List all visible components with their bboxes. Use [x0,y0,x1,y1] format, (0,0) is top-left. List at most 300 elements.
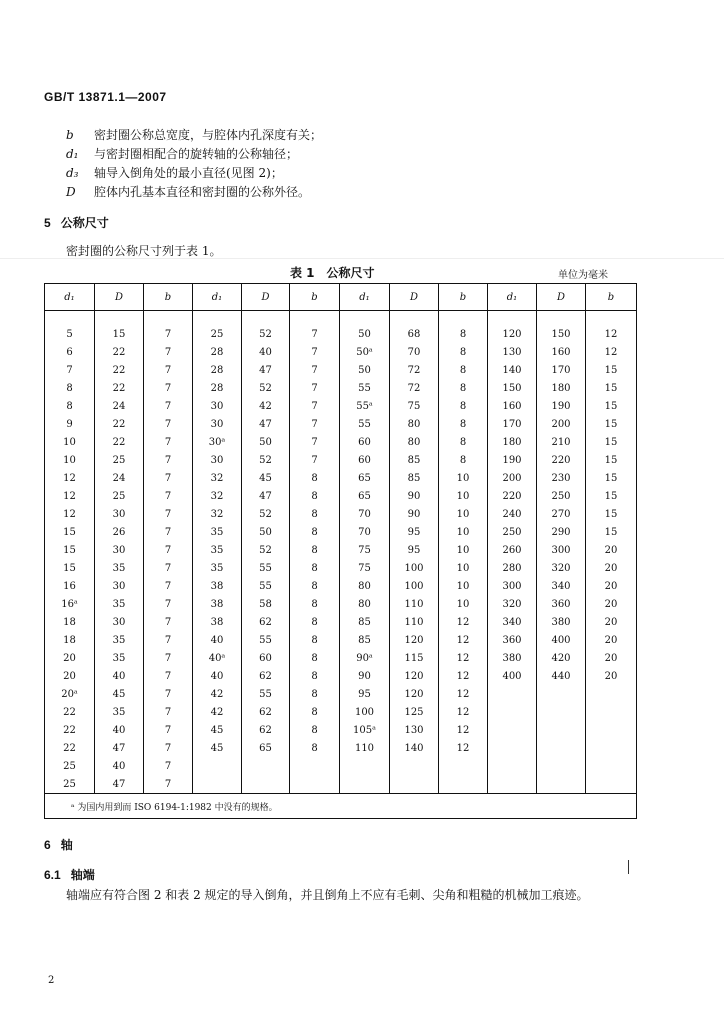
table-cell: 30 [95,541,144,559]
table-cell: 8 [45,397,95,415]
table-cell: 10 [439,577,488,595]
table-cell: 18 [45,631,95,649]
table-cell: 7 [144,415,193,433]
table-cell: 110 [390,613,439,631]
table-cell: 7 [144,631,193,649]
table-cell: 220 [488,487,537,505]
table-cell: 8 [439,311,488,344]
table-cell: 8 [290,541,340,559]
table-cell: 12 [439,703,488,721]
table-cell: 7 [144,667,193,685]
table-cell: 15 [604,418,618,430]
table-cell: 100 [390,577,439,595]
table-cell: 8 [290,505,340,523]
table-cell [488,721,537,739]
table-cell [439,775,488,794]
table-cell: 7 [144,595,193,613]
table-cell: 35 [95,631,144,649]
table-cell: 85 [390,469,439,487]
table-cell: 8 [290,667,340,685]
table-cell [193,757,242,775]
table-cell [586,685,637,703]
table-cell: 290 [537,523,586,541]
table-cell: 62 [242,613,290,631]
table-cell: 320 [537,559,586,577]
table-cell [537,739,586,757]
table-cell: 130 [390,721,439,739]
table-cell: 230 [537,469,586,487]
table-cell: 50ᵃ [340,343,390,361]
section-5-text: 密封圈的公称尺寸列于表 1。 [66,244,222,258]
table-cell: 25 [45,757,95,775]
table-cell: 8 [290,577,340,595]
table-cell: 40 [95,667,144,685]
table-cell [586,721,637,739]
table-cell: 7 [144,487,193,505]
table-cell: 8 [45,379,95,397]
table-cell: 65 [340,487,390,505]
table-cell: 20 [604,544,618,556]
section-number: 6.1 [44,868,61,882]
table-cell: 70 [340,505,390,523]
table-cell: 12 [604,328,618,340]
table-row [45,721,637,739]
table-cell: 8 [290,559,340,577]
symbol-desc: 轴导入倒角处的最小直径(见图 2)； [94,166,283,180]
table-cell: 10 [439,505,488,523]
column-header: b [586,284,637,311]
table-row [45,685,637,703]
table-cell: 7 [144,703,193,721]
table-cell [586,775,637,794]
table-cell: 45 [95,685,144,703]
table-cell: 32 [193,469,242,487]
table-cell: 55 [242,559,290,577]
table-cell: 22 [45,703,95,721]
table-cell: 10 [439,559,488,577]
table-cell: 7 [144,775,193,794]
table-cell: 300 [537,541,586,559]
table-cell: 8 [290,595,340,613]
table-cell: 240 [488,505,537,523]
table-cell: 10 [45,451,95,469]
table-cell: 120 [390,667,439,685]
table-cell: 32 [193,505,242,523]
table-cell [488,703,537,721]
table-cell: 35 [95,703,144,721]
table-cell: 35 [193,523,242,541]
table-cell: 70 [340,523,390,541]
symbol-key: d₃ [66,166,79,180]
table-cell: 280 [488,559,537,577]
table-cell: 50 [242,523,290,541]
column-header: b [439,284,488,311]
table-cell: 260 [488,541,537,559]
table-cell: 7 [290,433,340,451]
table-cell: 20 [45,667,95,685]
table-cell [340,775,390,794]
table-cell: 140 [390,739,439,757]
table-cell [390,757,439,775]
table-cell: 10 [439,595,488,613]
table-cell [488,685,537,703]
table-cell [193,775,242,794]
table-cell: 7 [144,559,193,577]
table-cell: 7 [144,311,193,344]
table-cell: 120 [390,631,439,649]
table-cell: 8 [290,523,340,541]
table-cell: 340 [488,613,537,631]
table-cell: 22 [95,415,144,433]
table-cell: 20 [604,634,618,646]
table-cell: 7 [290,311,340,344]
table-cell: 24 [95,469,144,487]
table-row [45,361,637,379]
table-cell: 360 [488,631,537,649]
table-cell: 15 [45,541,95,559]
table-cell: 52 [242,311,290,344]
table-cell: 45 [242,469,290,487]
table-cell: 47 [95,775,144,794]
table-cell: 12 [45,469,95,487]
table-cell: 42 [193,685,242,703]
table-cell: 5 [45,311,95,344]
table-cell: 72 [390,379,439,397]
table-cell: 15 [604,382,618,394]
table-cell: 70 [390,343,439,361]
symbol-def-d1 [66,145,298,162]
table-cell [488,739,537,757]
table-cell: 55ᵃ [340,397,390,415]
table-cell: 50 [242,433,290,451]
table-cell: 45 [193,721,242,739]
table-row [45,577,637,595]
table-cell: 12 [604,346,618,358]
symbol-desc: 腔体内孔基本直径和密封圈的公称外径。 [94,185,311,199]
table-cell: 7 [144,343,193,361]
table-cell: 15 [604,454,618,466]
table-cell: 35 [95,649,144,667]
table-cell: 270 [537,505,586,523]
table-cell: 40 [95,757,144,775]
table-row [45,541,637,559]
table-cell: 18 [45,613,95,631]
column-header: D [390,284,439,311]
table-cell: 90 [390,505,439,523]
table-cell [586,739,637,757]
table-cell: 15 [604,490,618,502]
section-5-heading [44,214,109,231]
section-title: 公称尺寸 [60,216,109,230]
table-cell: 380 [488,649,537,667]
table-cell: 80 [390,415,439,433]
table-cell: 65 [242,739,290,757]
table-cell: 12 [439,631,488,649]
table-cell: 160 [537,343,586,361]
table-cell: 38 [193,577,242,595]
table-cell: 10 [45,433,95,451]
scan-line [0,258,724,259]
table-cell: 68 [390,311,439,344]
table-cell: 30 [95,505,144,523]
table-cell: 8 [290,739,340,757]
table-cell: 340 [537,577,586,595]
table-cell: 50 [340,311,390,344]
table-cell: 160 [488,397,537,415]
table-row [45,397,637,415]
table-cell: 58 [242,595,290,613]
table-cell: 20 [604,598,618,610]
table-cell: 52 [242,505,290,523]
table-caption: 表 1 公称尺寸 [290,266,375,280]
table-cell: 26 [95,523,144,541]
table-cell: 47 [95,739,144,757]
table-cell: 7 [144,397,193,415]
table-cell [290,775,340,794]
section-number: 6 [44,838,51,852]
table-row [45,667,637,685]
table-cell: 47 [242,487,290,505]
table-cell: 20 [604,670,618,682]
table-cell: 190 [537,397,586,415]
table-row [45,649,637,667]
table-cell: 8 [439,379,488,397]
table-row [45,469,637,487]
table-cell: 12 [45,487,95,505]
table-cell: 15 [604,472,618,484]
table-cell [537,721,586,739]
table-cell: 220 [537,451,586,469]
table-cell: 8 [439,397,488,415]
table-cell: 22 [45,721,95,739]
table-cell: 7 [144,361,193,379]
table-cell: 40ᵃ [193,649,242,667]
table-cell: 22 [45,739,95,757]
table-cell: 8 [290,469,340,487]
column-header: D [537,284,586,311]
table-cell: 62 [242,721,290,739]
table-cell: 8 [439,451,488,469]
table-cell: 420 [537,649,586,667]
table-cell: 8 [290,613,340,631]
symbol-key: b [66,128,74,142]
table-cell: 400 [488,667,537,685]
table-cell [586,757,637,775]
table-cell: 7 [290,397,340,415]
table-cell: 22 [95,433,144,451]
table-cell: 20ᵃ [45,685,95,703]
symbol-def-D [66,183,310,200]
table-cell: 47 [242,361,290,379]
table-cell: 20 [604,652,618,664]
symbol-def-b [66,126,322,143]
table-cell: 115 [390,649,439,667]
table-cell: 95 [340,685,390,703]
table-cell: 85 [340,631,390,649]
table-cell: 38 [193,613,242,631]
table-cell: 250 [537,487,586,505]
table-cell [586,703,637,721]
table-cell: 12 [439,739,488,757]
table-row [45,757,637,775]
table-cell: 52 [242,379,290,397]
table-cell: 28 [193,361,242,379]
table-cell: 12 [439,685,488,703]
table-cell: 28 [193,343,242,361]
table-cell: 170 [537,361,586,379]
table-cell: 75 [340,559,390,577]
table-cell: 30ᵃ [193,433,242,451]
table-cell [488,775,537,794]
table-row [45,739,637,757]
column-header: d₁ [488,284,537,311]
symbol-def-d3 [66,164,283,181]
table-cell: 35 [95,559,144,577]
table-cell: 30 [95,577,144,595]
table-cell: 16ᵃ [45,595,95,613]
table-cell: 8 [290,703,340,721]
table-cell: 10 [439,523,488,541]
table-cell: 8 [439,343,488,361]
table-cell: 12 [439,721,488,739]
table-cell: 20 [604,580,618,592]
table-cell: 100 [390,559,439,577]
table-cell: 22 [95,379,144,397]
table-row [45,487,637,505]
table-cell: 180 [488,433,537,451]
table-cell: 140 [488,361,537,379]
table-cell: 55 [242,631,290,649]
table-cell: 25 [95,487,144,505]
table-cell: 55 [242,685,290,703]
table-cell: 65 [340,469,390,487]
table-cell: 15 [604,436,618,448]
table-cell: 7 [144,739,193,757]
table-cell [390,775,439,794]
table-row [45,523,637,541]
table-cell: 40 [95,721,144,739]
table-cell: 8 [290,721,340,739]
table-cell: 15 [45,523,95,541]
table-cell: 15 [45,559,95,577]
table-cell: 360 [537,595,586,613]
table-cell: 7 [144,649,193,667]
table-cell: 15 [95,311,144,344]
table-cell: 55 [340,415,390,433]
section-number: 5 [44,216,51,230]
column-header: b [144,284,193,311]
table-row [45,433,637,451]
table-cell: 15 [604,526,618,538]
table-cell: 7 [45,361,95,379]
table-cell: 180 [537,379,586,397]
table-cell: 20 [45,649,95,667]
table-cell: 47 [242,415,290,433]
table-cell: 210 [537,433,586,451]
table-cell: 105ᵃ [340,721,390,739]
table-cell [488,757,537,775]
table-cell: 8 [439,433,488,451]
table-cell: 40 [193,631,242,649]
table-cell: 250 [488,523,537,541]
table-row [45,775,637,794]
table-row [45,505,637,523]
table-cell: 80 [340,595,390,613]
table-cell: 95 [390,541,439,559]
table-cell: 8 [290,649,340,667]
table-cell: 7 [290,361,340,379]
table-cell: 80 [390,433,439,451]
table-cell: 85 [390,451,439,469]
table-cell: 75 [390,397,439,415]
table-cell: 16 [45,577,95,595]
table-cell: 10 [439,487,488,505]
table-cell: 7 [144,451,193,469]
table-cell: 25 [193,311,242,344]
table-cell: 7 [144,469,193,487]
table-row [45,343,637,361]
table-cell: 85 [340,613,390,631]
symbol-desc: 与密封圈相配合的旋转轴的公称轴径； [94,147,299,161]
page-number: 2 [48,975,55,986]
table-cell [242,757,290,775]
table-cell: 28 [193,379,242,397]
table-cell: 35 [95,595,144,613]
symbol-key: d₁ [66,147,79,161]
table-cell: 15 [604,508,618,520]
table-cell: 12 [45,505,95,523]
table-cell: 9 [45,415,95,433]
table-row [45,415,637,433]
table-cell: 7 [144,757,193,775]
table-cell: 8 [290,631,340,649]
table-cell: 130 [488,343,537,361]
table-cell: 90 [390,487,439,505]
column-header: d₁ [193,284,242,311]
section-6-1-text: 轴端应有符合图 2 和表 2 规定的导入倒角，并且倒角上不应有毛刺、尖角和粗糙的机械加工痕迹。 [66,888,589,902]
column-header: D [95,284,144,311]
table-cell: 125 [390,703,439,721]
table-cell [439,757,488,775]
column-header: b [290,284,340,311]
table-cell: 110 [390,595,439,613]
table-cell: 42 [242,397,290,415]
table-cell: 50 [340,361,390,379]
table-cell: 120 [390,685,439,703]
table-cell: 60 [242,649,290,667]
column-header: d₁ [45,284,95,311]
table-cell: 440 [537,667,586,685]
table-cell [537,685,586,703]
column-header: d₁ [340,284,390,311]
table-cell: 6 [45,343,95,361]
table-cell: 7 [144,685,193,703]
table-cell: 400 [537,631,586,649]
table-cell: 10 [439,469,488,487]
table-cell [537,775,586,794]
table-cell: 320 [488,595,537,613]
table-cell: 25 [95,451,144,469]
standard-header: GB/T 13871.1—2007 [44,90,167,104]
table-cell: 52 [242,451,290,469]
table-cell: 8 [290,487,340,505]
table-cell: 7 [144,541,193,559]
table-cell: 30 [193,397,242,415]
table-cell: 38 [193,595,242,613]
symbol-desc: 密封圈公称总宽度，与腔体内孔深度有关； [94,128,323,142]
table-cell: 90 [340,667,390,685]
table-cell: 8 [290,685,340,703]
